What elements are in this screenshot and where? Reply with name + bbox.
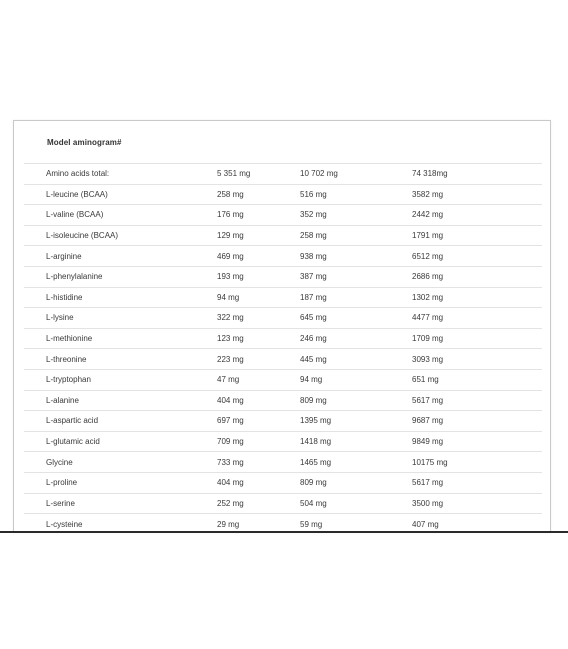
table-row: [24, 266, 542, 287]
amount-col-1: 697 mg: [217, 416, 244, 426]
amount-col-2: 246 mg: [300, 334, 327, 344]
amount-col-1: 47 mg: [217, 375, 240, 385]
amount-col-2: 809 mg: [300, 478, 327, 488]
amount-col-2: 1418 mg: [300, 437, 332, 447]
amount-col-2: 387 mg: [300, 272, 327, 282]
table-row: [24, 287, 542, 308]
table-row: [24, 328, 542, 349]
amount-col-2: 10 702 mg: [300, 169, 338, 179]
amount-col-2: 445 mg: [300, 354, 327, 364]
amount-col-3: 3093 mg: [412, 354, 444, 364]
amino-acid-name: L-threonine: [46, 354, 87, 364]
amount-col-3: 2442 mg: [412, 210, 444, 220]
amount-col-2: 352 mg: [300, 210, 327, 220]
aminogram-table-body: [24, 164, 542, 534]
amino-acid-name: L-aspartic acid: [46, 416, 99, 426]
amino-acid-name: L-leucine (BCAA): [46, 189, 108, 199]
amount-col-2: 516 mg: [300, 189, 327, 199]
amino-acid-name: L-methionine: [46, 334, 93, 344]
amount-col-3: 1791 mg: [412, 231, 444, 241]
table-row: [24, 246, 542, 267]
aminogram-card: [13, 120, 551, 533]
amount-col-1: 258 mg: [217, 189, 244, 199]
table-row: [24, 205, 542, 226]
amount-col-1: 733 mg: [217, 457, 244, 467]
section-title: Model aminogram#: [47, 138, 122, 147]
amount-col-2: 187 mg: [300, 292, 327, 302]
amino-acid-name: L-isoleucine (BCAA): [46, 231, 119, 241]
amount-col-3: 2686 mg: [412, 272, 444, 282]
aminogram-table: [24, 163, 542, 533]
amount-col-1: 469 mg: [217, 251, 244, 261]
table-row: [24, 349, 542, 370]
amino-acid-name: L-glutamic acid: [46, 437, 100, 447]
amount-col-2: 645 mg: [300, 313, 327, 323]
amount-col-2: 504 mg: [300, 498, 327, 508]
amino-acid-name: L-alanine: [46, 395, 79, 405]
amount-col-1: 223 mg: [217, 354, 244, 364]
amount-col-2: 94 mg: [300, 375, 323, 385]
amount-col-1: 404 mg: [217, 478, 244, 488]
table-row: [24, 164, 542, 185]
amount-col-1: 5 351 mg: [217, 169, 251, 179]
amino-acid-name: L-tryptophan: [46, 375, 91, 385]
amount-col-3: 10175 mg: [412, 457, 448, 467]
amount-col-3: 5617 mg: [412, 478, 444, 488]
amount-col-2: 258 mg: [300, 231, 327, 241]
amount-col-3: 3500 mg: [412, 498, 444, 508]
amount-col-2: 809 mg: [300, 395, 327, 405]
amino-acid-name: L-phenylalanine: [46, 272, 103, 282]
amount-col-3: 9687 mg: [412, 416, 444, 426]
amino-acid-name: Amino acids total:: [46, 169, 110, 179]
divider-line: [0, 531, 568, 533]
table-row: [24, 472, 542, 493]
amount-col-3: 6512 mg: [412, 251, 444, 261]
amount-col-2: 1465 mg: [300, 457, 332, 467]
amount-col-3: 9849 mg: [412, 437, 444, 447]
table-row: [24, 411, 542, 432]
amino-acid-name: L-serine: [46, 498, 75, 508]
amino-acid-name: L-histidine: [46, 292, 83, 302]
amino-acid-name: L-cysteine: [46, 519, 83, 529]
amino-acid-name: L-lysine: [46, 313, 74, 323]
table-row: [24, 452, 542, 473]
amount-col-3: 3582 mg: [412, 189, 444, 199]
table-row: [24, 369, 542, 390]
table-row: [24, 390, 542, 411]
amount-col-2: 59 mg: [300, 519, 323, 529]
amino-acid-name: L-arginine: [46, 251, 82, 261]
amount-col-3: 651 mg: [412, 375, 439, 385]
amount-col-1: 123 mg: [217, 334, 244, 344]
amount-col-1: 252 mg: [217, 498, 244, 508]
amino-acid-name: L-proline: [46, 478, 78, 488]
amount-col-1: 404 mg: [217, 395, 244, 405]
amount-col-1: 94 mg: [217, 292, 240, 302]
amount-col-1: 176 mg: [217, 210, 244, 220]
amount-col-3: 4477 mg: [412, 313, 444, 323]
amount-col-3: 1709 mg: [412, 334, 444, 344]
amount-col-3: 1302 mg: [412, 292, 444, 302]
amount-col-1: 29 mg: [217, 519, 240, 529]
amount-col-1: 709 mg: [217, 437, 244, 447]
amount-col-2: 1395 mg: [300, 416, 332, 426]
amount-col-3: 407 mg: [412, 519, 439, 529]
table-row: [24, 225, 542, 246]
amount-col-1: 129 mg: [217, 231, 244, 241]
table-row: [24, 184, 542, 205]
amino-acid-name: Glycine: [46, 457, 73, 467]
table-row: [24, 431, 542, 452]
table-row: [24, 308, 542, 329]
amount-col-2: 938 mg: [300, 251, 327, 261]
table-row: [24, 493, 542, 514]
amount-col-1: 193 mg: [217, 272, 244, 282]
amount-col-3: 5617 mg: [412, 395, 444, 405]
amount-col-3: 74 318mg: [412, 169, 448, 179]
amount-col-1: 322 mg: [217, 313, 244, 323]
amino-acid-name: L-valine (BCAA): [46, 210, 104, 220]
